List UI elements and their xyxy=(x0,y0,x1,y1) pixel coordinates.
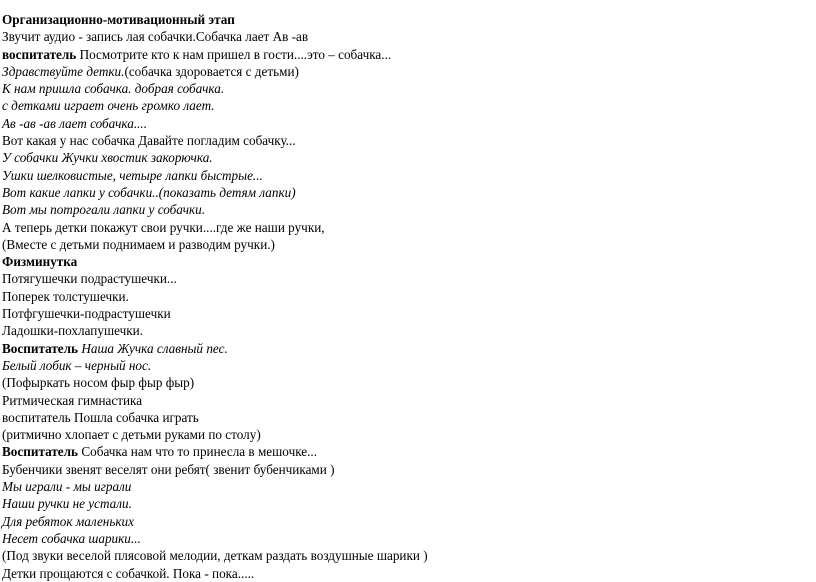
poem-line: У собачки Жучки хвостик закорючка. xyxy=(2,150,213,166)
text-line: Звучит аудио - запись лая собачки.Собачка лает Ав -ав xyxy=(2,29,309,45)
poem-line: Мы играли - мы играли xyxy=(2,479,132,495)
text-line: Поперек толстушечки. xyxy=(2,288,129,304)
text-line: А теперь детки покажут свои ручки....где же наши ручки, xyxy=(2,219,325,235)
poem-line: Ушки шелковистые, четыре лапки быстрые... xyxy=(2,167,263,183)
poem-line: Вот какие лапки у собачки..(показать детям лапки) xyxy=(2,184,296,200)
speaker-label: Воспитатель xyxy=(2,444,79,460)
text-line: воспитатель Пошла собачка играть xyxy=(2,409,199,425)
text-line: (Под звуки веселой плясовой мелодии, деткам раздать воздушные шарики ) xyxy=(2,548,428,564)
text-line: Бубенчики звенят веселят они ребят( звенит бубенчиками ) xyxy=(2,461,335,477)
remark-text: (собачка здоровается с детьми) xyxy=(124,63,299,79)
text-line: Потягушечки подрастушечки... xyxy=(2,271,177,287)
greeting-text: Здравствуйте детки. xyxy=(2,63,125,79)
text-line xyxy=(2,443,428,460)
section-heading: Организационно-мотивационный этап xyxy=(2,12,235,27)
document-body xyxy=(2,11,428,582)
poem-line: с детками играет очень громко лает. xyxy=(2,98,215,114)
text-line: Вот какая у нас собачка Давайте погладим собачку... xyxy=(2,133,296,149)
speech-text: Посмотрите кто к нам пришел в гости....это – собачка... xyxy=(76,46,392,62)
poem-line: Белый лобик – черный нос. xyxy=(2,357,152,373)
text-line xyxy=(2,340,428,357)
speaker-label: воспитатель xyxy=(2,46,77,62)
poem-line: Наши ручки не устали. xyxy=(2,496,132,512)
text-line: Ритмическая гимнастика xyxy=(2,392,143,408)
text-line: (ритмично хлопает с детьми руками по столу) xyxy=(2,427,261,443)
text-line xyxy=(2,46,428,63)
poem-line: Вот мы потрогали лапки у собачки. xyxy=(2,202,206,218)
text-line: Детки прощаются с собачкой. Пока - пока..... xyxy=(2,565,255,581)
poem-text: Наша Жучка славный пес. xyxy=(78,340,228,356)
text-line: Потфгушечки-подрастушечки xyxy=(2,306,171,322)
poem-line: Несет собачка шарики... xyxy=(2,530,141,546)
text-line: (Пофыркать носом фыр фыр фыр) xyxy=(2,375,195,391)
text-line xyxy=(2,63,428,80)
poem-line: К нам пришла собачка. добрая собачка. xyxy=(2,81,225,97)
poem-line: Ав -ав -ав лает собачка.... xyxy=(2,115,148,131)
speaker-label: Воспитатель xyxy=(2,340,79,356)
text-line: (Вместе с детьми поднимаем и разводим ручки.) xyxy=(2,236,275,252)
section-heading: Физминутка xyxy=(2,254,78,270)
speech-text: Собачка нам что то принесла в мешочке... xyxy=(78,444,318,460)
poem-line: Для ребяток маленьких xyxy=(2,513,134,529)
text-line: Ладошки-похлапушечки. xyxy=(2,323,144,339)
